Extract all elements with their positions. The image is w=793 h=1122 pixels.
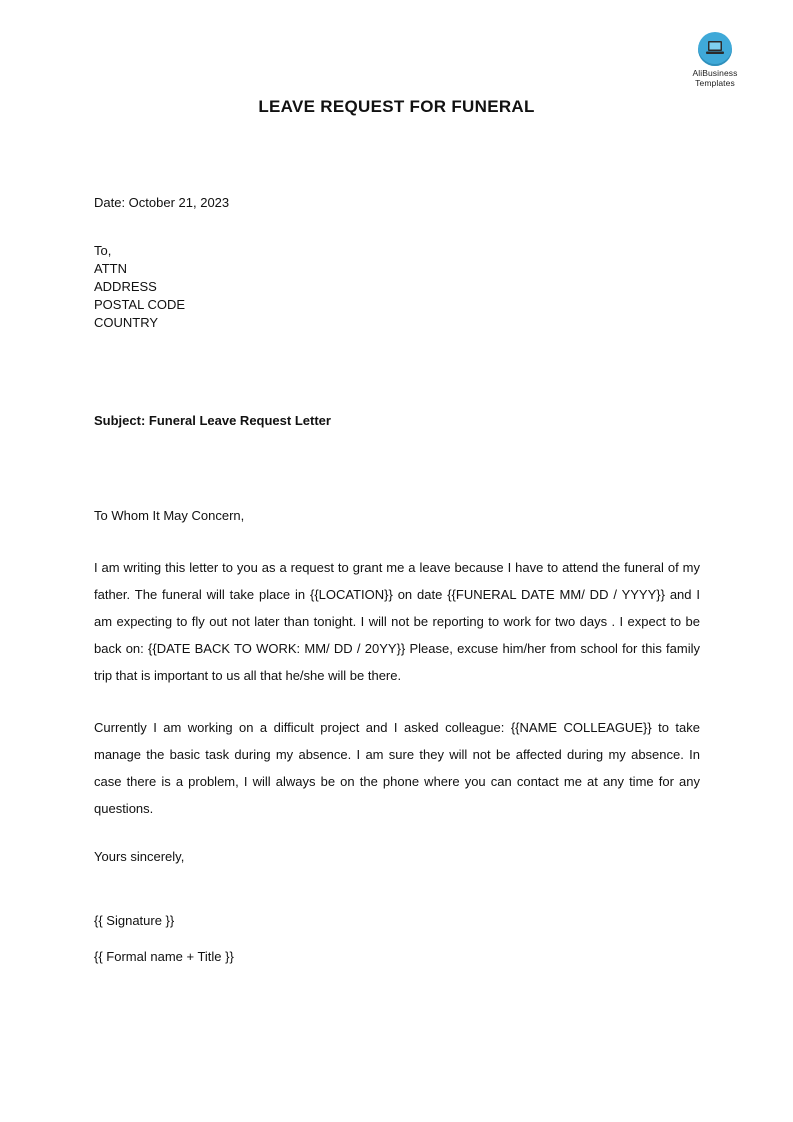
address-line: POSTAL CODE [94, 297, 186, 312]
logo-text-line2: Templates [695, 78, 735, 88]
address-line: ADDRESS [94, 279, 157, 294]
closing: Yours sincerely, [94, 849, 185, 864]
letter-date: Date: October 21, 2023 [94, 195, 230, 210]
document-title: LEAVE REQUEST FOR FUNERAL [258, 97, 535, 116]
salutation: To Whom It May Concern, [94, 508, 245, 523]
formal-name-placeholder: {{ Formal name + Title }} [94, 949, 234, 964]
letter-subject: Subject: Funeral Leave Request Letter [94, 413, 331, 428]
address-line: COUNTRY [94, 315, 159, 330]
address-line: To, [94, 243, 112, 258]
alibusiness-logo [686, 32, 744, 88]
laptop-icon [698, 32, 732, 66]
body-paragraph-1: I am writing this letter to you as a request to grant me a leave because I have to attend the funeral of my father. The funeral will take place in {{LOCATION}} on date {{FUNERAL DATE MM/ DD / YYYY}} and I am expecting to fly out not later than tonight. I will not be reporting to work for two days . I expect to be back on: {{DATE BACK TO WORK: MM/ DD / 20YY}} Please, excuse him/her from school for this family trip that is important to us all that he/she will be there. [94, 560, 700, 683]
address-line: ATTN [94, 261, 127, 276]
logo-text-line1: AliBusiness [692, 68, 738, 78]
body-paragraph-2: Currently I am working on a difficult project and I asked colleague: {{NAME COLLEAGUE}} to take manage the basic task during my absence. I am sure they will not be affected during my absence. In case there is a problem, I will always be on the phone where you can contact me at any time for any questions. [94, 720, 700, 816]
signature-placeholder: {{ Signature }} [94, 913, 175, 928]
recipient-address [94, 242, 185, 332]
